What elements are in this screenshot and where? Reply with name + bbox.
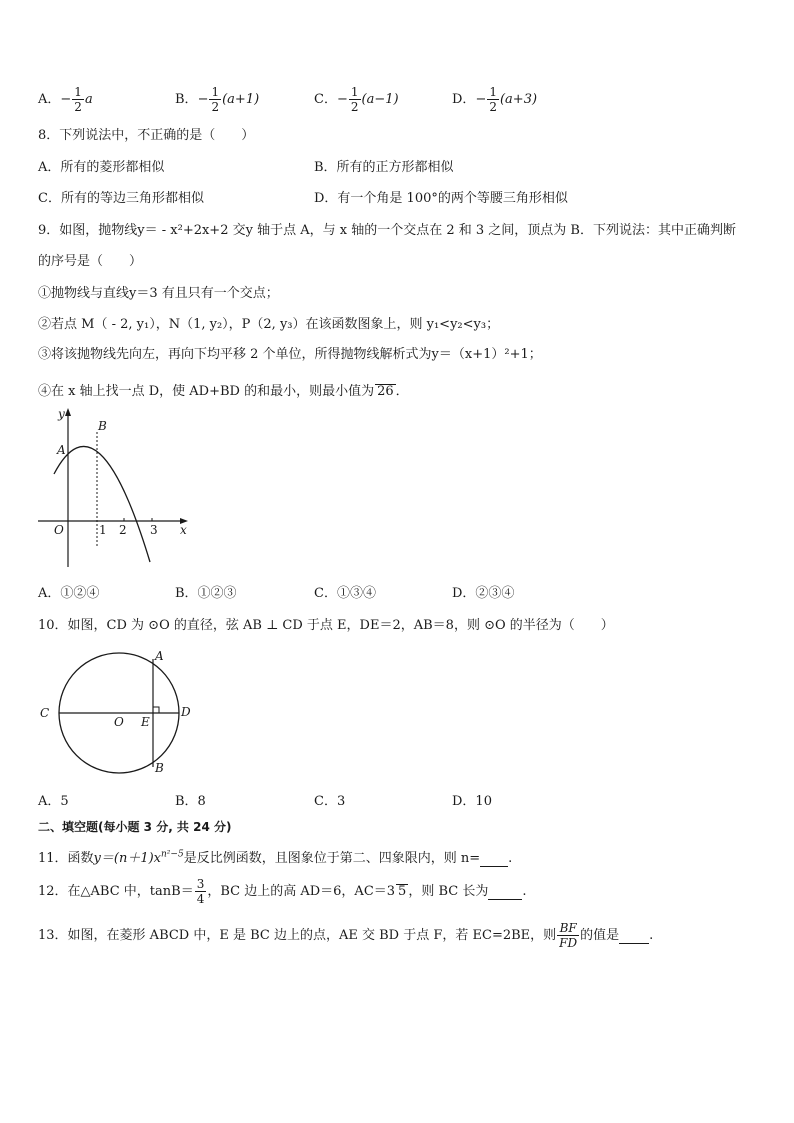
q7-option-a: A．− $\frac{1}{2}$ a — [38, 85, 93, 114]
q10-option-c: C．3 — [314, 794, 346, 809]
label-x: x — [180, 523, 187, 537]
q13-blank — [619, 928, 649, 944]
q8-option-d: D．有一个角是 100°的两个等腰三角形相似 — [314, 191, 568, 206]
q10-stem: 10．如图，CD 为 ⊙O 的直径，弦 AB ⊥ CD 于点 E，DE＝2，AB＝8，则 ⊙O 的半径为（ ） — [38, 618, 614, 633]
q9-option-c: C．①③④ — [314, 586, 376, 601]
q9-item-2: ②若点 M（ - 2, y₁），N（1, y₂），P（2, y₃）在该函数图象上，则 y₁<y₂<y₃； — [38, 317, 500, 332]
q9-item-3: ③将该抛物线先向左，再向下均平移 2 个单位，所得抛物线解析式为y＝（x+1）²+1； — [38, 347, 542, 362]
sqrt-26: 26 — [377, 384, 394, 399]
right-angle-mark — [153, 707, 159, 713]
q7-option-d: D．− $\frac{1}{2}$ (a+3) — [452, 85, 538, 114]
label-2: 2 — [119, 523, 127, 537]
parabola-graph — [30, 402, 200, 572]
q13: 13．如图，在菱形 ABCD 中，E 是 BC 边上的点，AE 交 BD 于点 F，若 EC=2BE，则 $\frac{BF}{FD}$ 的值是 . — [38, 921, 654, 950]
q11: 11．函数$y=(n+1)x^{n^2-5}$是反比例函数，且图象位于第二、四象限内，则 n= . — [38, 849, 513, 866]
y-axis-arrow — [65, 408, 71, 416]
q9-item-4: ④在 x 轴上找一点 D，使 AD+BD 的和最小，则最小值为 26 ． — [38, 384, 409, 399]
label-b: B — [98, 419, 107, 433]
label-d: D — [181, 705, 191, 719]
q8-option-b: B．所有的正方形都相似 — [314, 160, 454, 175]
q7-option-b: B．− $\frac{1}{2}$ (a+1) — [175, 85, 260, 114]
label-o: O — [114, 715, 124, 729]
label-b: B — [155, 761, 164, 775]
label-o: O — [54, 523, 64, 537]
q12: 12．在△ABC 中，tanB＝ $\frac{3}{4}$ ，BC 边上的高 AD＝6，AC＝3 5 ，则 BC 长为 . — [38, 877, 527, 906]
q9-option-d: D．②③④ — [452, 586, 515, 601]
label-a: A — [155, 649, 164, 663]
q11-blank — [480, 851, 508, 867]
q8-option-a: A．所有的菱形都相似 — [38, 160, 165, 175]
q12-blank — [488, 884, 522, 900]
label-3: 3 — [150, 523, 158, 537]
q10-option-b: B．8 — [175, 794, 206, 809]
sqrt-5: 5 — [398, 884, 407, 899]
q9-option-a: A．①②④ — [38, 586, 100, 601]
q7-option-c: C．− $\frac{1}{2}$ (a−1) — [314, 85, 399, 114]
q10-option-a: A．5 — [38, 794, 69, 809]
q9-item-1: ①抛物线与直线y＝3 有且只有一个交点； — [38, 286, 279, 301]
circle-figure — [30, 640, 210, 780]
q9-option-b: B．①②③ — [175, 586, 237, 601]
q9-stem-line1: 9．如图，抛物线y＝ - x²+2x+2 交y 轴于点 A，与 x 轴的一个交点在 2 和 3 之间，顶点为 B．下列说法：其中正确判断 — [38, 223, 736, 238]
q10-option-d: D．10 — [452, 794, 492, 809]
label-a: A — [57, 443, 66, 457]
section-title: 二、填空题(每小题 3 分, 共 24 分) — [38, 820, 232, 834]
q8-option-c: C．所有的等边三角形都相似 — [38, 191, 204, 206]
label-e: E — [141, 715, 150, 729]
label-y: y — [58, 407, 65, 421]
q8-stem: 8．下列说法中，不正确的是（ ） — [38, 128, 255, 143]
q9-stem-line2: 的序号是（ ） — [38, 254, 143, 269]
label-c: C — [40, 706, 50, 720]
label-1: 1 — [99, 523, 107, 537]
